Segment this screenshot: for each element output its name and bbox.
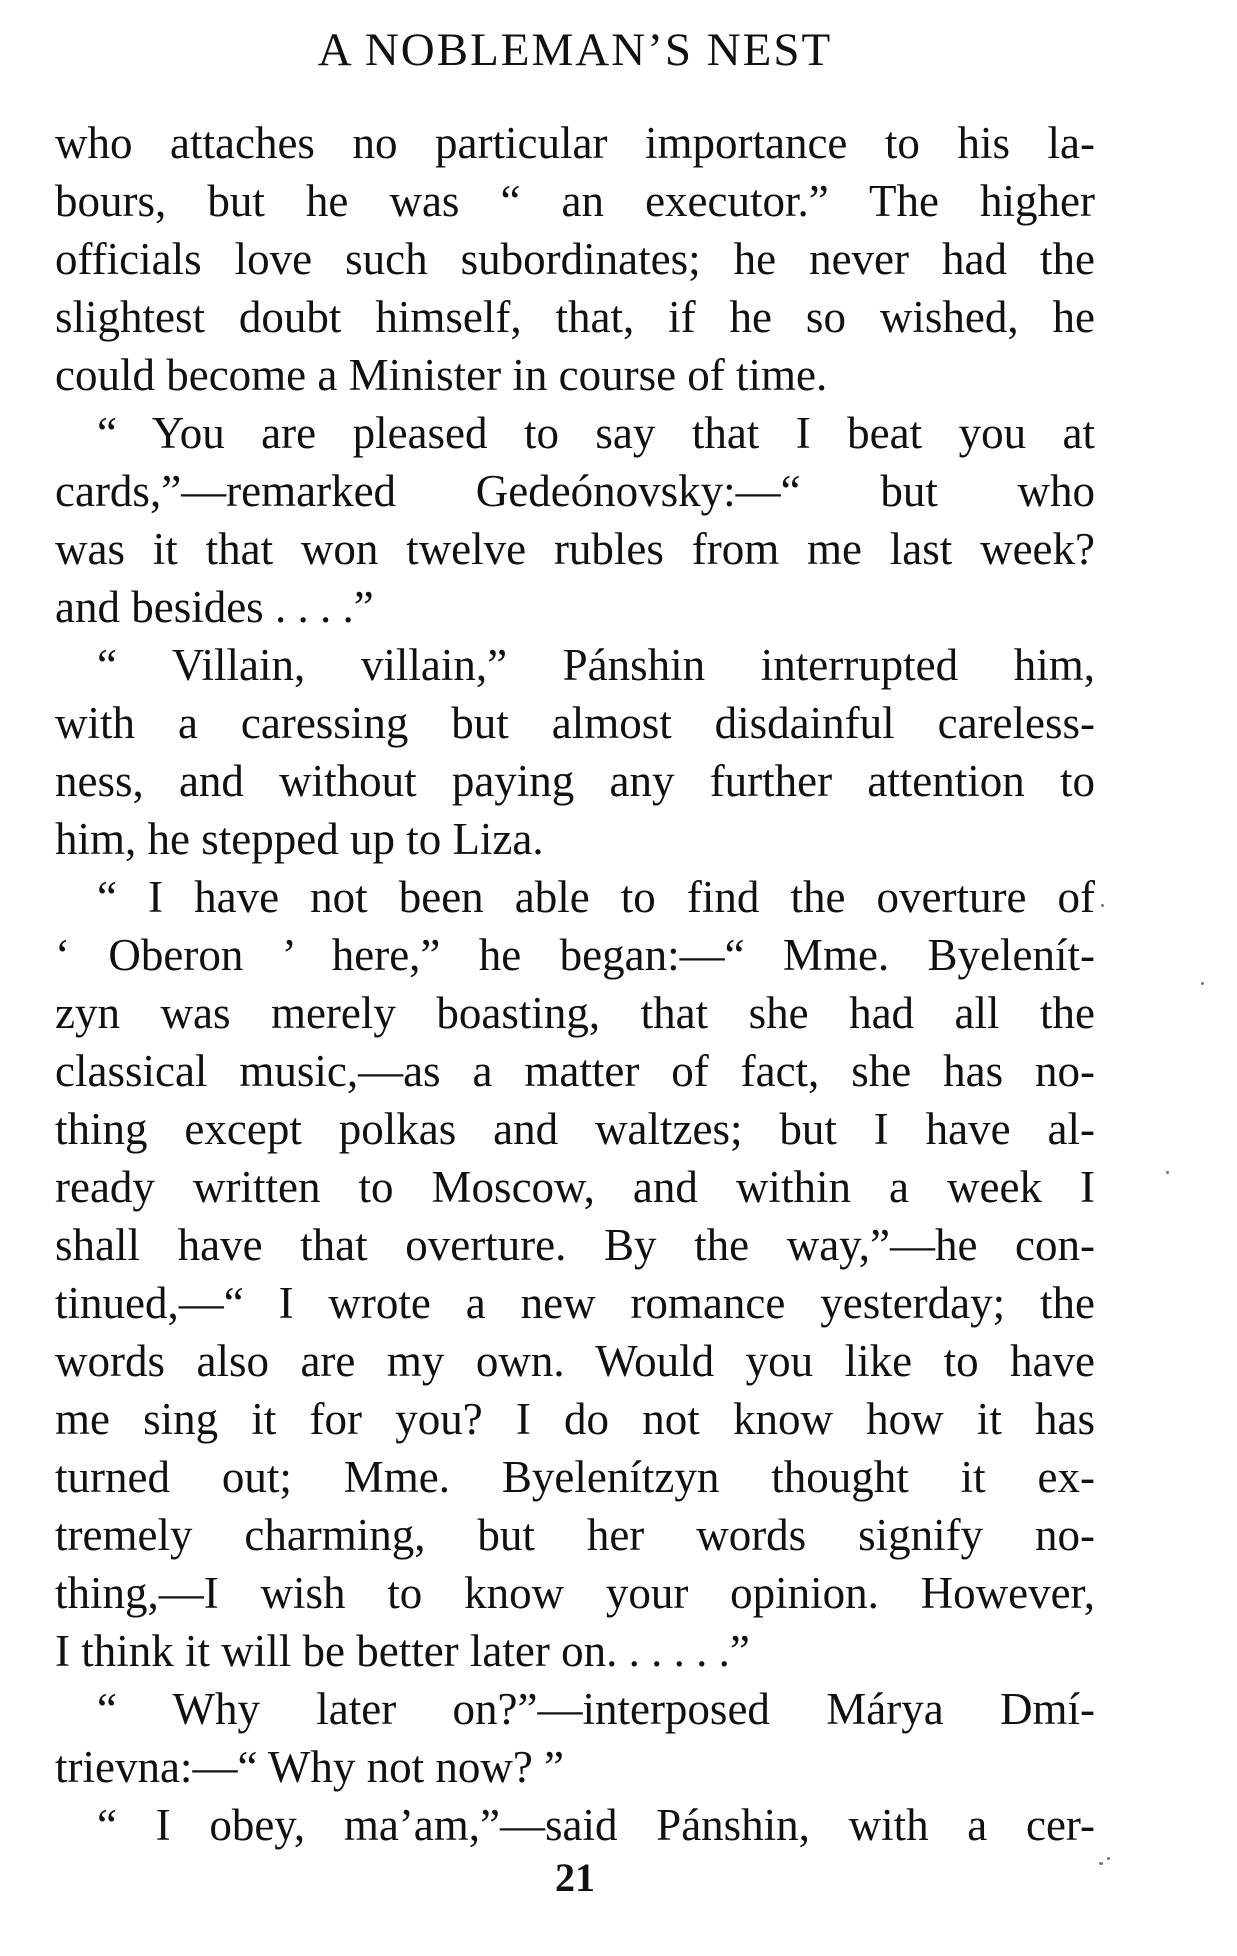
book-page bbox=[55, 0, 1095, 1956]
print-speck bbox=[1107, 1857, 1110, 1860]
text-line: cards,”—remarked Gedeónovsky:—“ but who bbox=[55, 466, 1095, 516]
text-line: I think it will be better later on. . . . . .” bbox=[55, 1626, 750, 1676]
text-line: “ You are pleased to say that I beat you at bbox=[97, 408, 1095, 458]
text-line: “ I obey, ma’am,”—said Pánshin, with a cer- bbox=[97, 1800, 1095, 1850]
text-line: him, he stepped up to Liza. bbox=[55, 814, 544, 864]
text-line: ready written to Moscow, and within a week I bbox=[55, 1162, 1095, 1212]
text-line: thing except polkas and waltzes; but I have al- bbox=[55, 1104, 1095, 1154]
print-speck bbox=[1101, 904, 1104, 907]
text-line: shall have that overture. By the way,”—he con- bbox=[55, 1220, 1095, 1270]
print-speck bbox=[1166, 1171, 1169, 1174]
text-line: “ I have not been able to find the overture of bbox=[97, 872, 1095, 922]
text-line: trievna:—“ Why not now? ” bbox=[55, 1742, 565, 1792]
print-speck bbox=[1201, 982, 1204, 985]
text-line: tremely charming, but her words signify no- bbox=[55, 1510, 1095, 1560]
text-line: could become a Minister in course of time. bbox=[55, 350, 828, 400]
text-line: and besides . . . .” bbox=[55, 582, 374, 632]
text-line: ness, and without paying any further attention to bbox=[55, 756, 1095, 806]
text-line: thing,—I wish to know your opinion. However, bbox=[55, 1568, 1095, 1618]
text-line: zyn was merely boasting, that she had all the bbox=[55, 988, 1095, 1038]
text-line: me sing it for you? I do not know how it has bbox=[55, 1394, 1095, 1444]
text-line: officials love such subordinates; he never had the bbox=[55, 234, 1095, 284]
body-text bbox=[55, 114, 1095, 1854]
text-line: who attaches no particular importance to his la- bbox=[55, 118, 1095, 168]
text-line: turned out; Mme. Byelenítzyn thought it ex- bbox=[55, 1452, 1095, 1502]
text-line: classical music,—as a matter of fact, she has no- bbox=[55, 1046, 1095, 1096]
text-line: ‘ Oberon ’ here,” he began:—“ Mme. Byelenít- bbox=[55, 930, 1095, 980]
text-line: “ Villain, villain,” Pánshin interrupted him, bbox=[97, 640, 1095, 690]
text-line: was it that won twelve rubles from me last week? bbox=[55, 524, 1095, 574]
text-line: “ Why later on?”—interposed Márya Dmí- bbox=[97, 1684, 1095, 1734]
text-line: bours, but he was “ an executor.” The higher bbox=[55, 176, 1095, 226]
print-speck bbox=[1099, 1862, 1103, 1865]
text-line: with a caressing but almost disdainful careless- bbox=[55, 698, 1095, 748]
page-number: 21 bbox=[555, 1855, 595, 1900]
text-line: words also are my own. Would you like to have bbox=[55, 1336, 1095, 1386]
running-head: A NOBLEMAN’S NEST bbox=[317, 24, 833, 76]
text-line: slightest doubt himself, that, if he so wished, he bbox=[55, 292, 1095, 342]
text-line: tinued,—“ I wrote a new romance yesterday; the bbox=[55, 1278, 1095, 1328]
